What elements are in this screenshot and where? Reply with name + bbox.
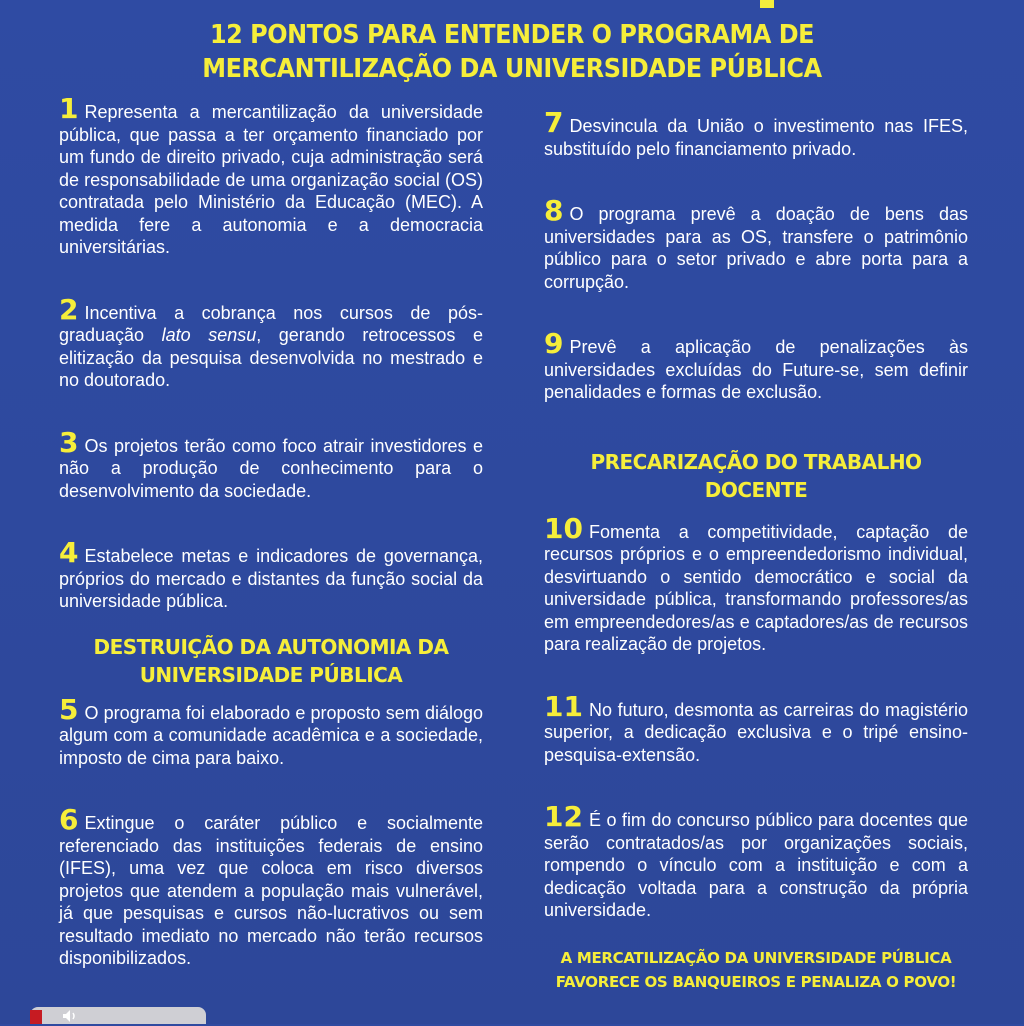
point-number: 9 xyxy=(544,327,564,360)
point-text: O programa foi elaborado e proposto sem diálogo algum com a comunidade acadêmica e a sociedade, imposto de cima para baixo. xyxy=(59,702,483,768)
point-text: O programa prevê a doação de bens das universidades para as OS, transfere o patrimônio público para o setor privado e abre porta para a corrupção. xyxy=(544,204,968,292)
section-heading-line: DESTRUIÇÃO DA AUTONOMIA DA xyxy=(93,634,449,659)
point-text: É o fim do concurso público para docentes que serão contratados/as por organizações sociais, rompendo o vínculo com a instituição e com a dedicação voltada para a construção da própria universidade. xyxy=(544,810,968,920)
speaker-icon-glyph xyxy=(62,1009,80,1023)
point-number: 6 xyxy=(59,803,79,836)
footer-line-2: FAVORECE OS BANQUEIROS E PENALIZA O POVO! xyxy=(555,972,957,991)
poster-title xyxy=(41,18,983,86)
section-heading-precarizacao: PRECARIZAÇÃO DO TRABALHO DOCENTE xyxy=(590,449,922,502)
point-text: Prevê a aplicação de penalizações às universidades excluídas do Future-se, sem definir penalidades e formas de exclusão. xyxy=(544,337,968,402)
point-10 xyxy=(544,511,968,656)
point-9 xyxy=(544,327,968,404)
point-number: 4 xyxy=(59,536,79,569)
point-number: 1 xyxy=(59,92,79,125)
point-number: 11 xyxy=(544,689,583,723)
media-control-bar[interactable] xyxy=(30,1007,206,1024)
speaker-icon[interactable] xyxy=(62,1009,84,1024)
point-text: Estabelece metas e indicadores de governança, próprios do mercado e distantes da função social da universidade pública. xyxy=(59,546,483,611)
footer-line-1: A MERCATILIZAÇÃO DA UNIVERSIDADE PÚBLICA xyxy=(560,948,952,967)
left-column xyxy=(59,92,483,970)
point-number: 3 xyxy=(59,425,79,459)
section-heading-autonomia xyxy=(59,633,483,689)
point-number: 10 xyxy=(544,511,583,545)
point-text: Extingue o caráter público e socialmente referenciado das instituições federais de ensino (IFES), uma vez que coloca em risco diversos projetos que atendem a população mais vulnerável, já que pesquisas e cursos não-lucrativos ou sem resultado imediato no mercado não terão recursos disponibilizados. xyxy=(59,813,483,968)
point-11 xyxy=(544,689,968,767)
point-text: Fomenta a competitividade, captação de recursos próprios e o empreendedorismo individual, desvirtuando o sentido democrático e social da universidade pública, transformando professores/as em empreendedores/as e captadores/as de recursos para realização de projetos. xyxy=(544,521,968,654)
point-text: Incentiva a cobrança nos cursos de pós-graduação xyxy=(59,302,483,345)
point-4 xyxy=(59,536,483,613)
point-text: , gerando retrocessos e elitização da pesquisa desenvolvida no mestrado e no doutorado. xyxy=(59,325,483,390)
title-line-1: 12 PONTOS PARA ENTENDER O PROGRAMA DE xyxy=(209,20,815,50)
section-heading-line: UNIVERSIDADE PÚBLICA xyxy=(139,662,403,687)
point-text: No futuro, desmonta as carreiras do magistério superior, a dedicação exclusiva e o tripé ensino-pesquisa-extensão. xyxy=(544,699,968,765)
footer-slogan xyxy=(544,946,968,994)
point-text: Desvincula da União o investimento nas IFES, substituído pelo financiamento privado. xyxy=(544,116,968,159)
point-8 xyxy=(544,194,968,293)
right-column xyxy=(544,106,968,994)
point-text: Representa a mercantilização da universidade pública, que passa a ter orçamento financiado por um fundo de direito privado, cuja administração será de responsabilidade de uma organização social (OS) contratada pelo Ministério da Educação (MEC). A medida fere a autonomia e a democracia universitárias. xyxy=(59,102,483,257)
point-text: Os projetos terão como foco atrair investidores e não a produção de conhecimento para o desenvolvimento da sociedade. xyxy=(59,435,483,501)
point-3 xyxy=(59,425,483,503)
title-line-2: MERCANTILIZAÇÃO DA UNIVERSIDADE PÚBLICA xyxy=(202,54,822,84)
point-number: 12 xyxy=(544,800,583,833)
top-mark xyxy=(760,0,774,8)
record-indicator xyxy=(30,1010,42,1024)
point-text-italic: lato sensu xyxy=(161,325,257,345)
point-5 xyxy=(59,692,483,770)
point-2 xyxy=(59,292,483,392)
point-number: 7 xyxy=(544,106,564,139)
point-number: 8 xyxy=(544,194,564,227)
point-6 xyxy=(59,803,483,970)
point-number: 5 xyxy=(59,692,79,726)
point-7 xyxy=(544,106,968,160)
point-12 xyxy=(544,800,968,922)
point-number: 2 xyxy=(59,292,79,326)
point-1 xyxy=(59,92,483,259)
